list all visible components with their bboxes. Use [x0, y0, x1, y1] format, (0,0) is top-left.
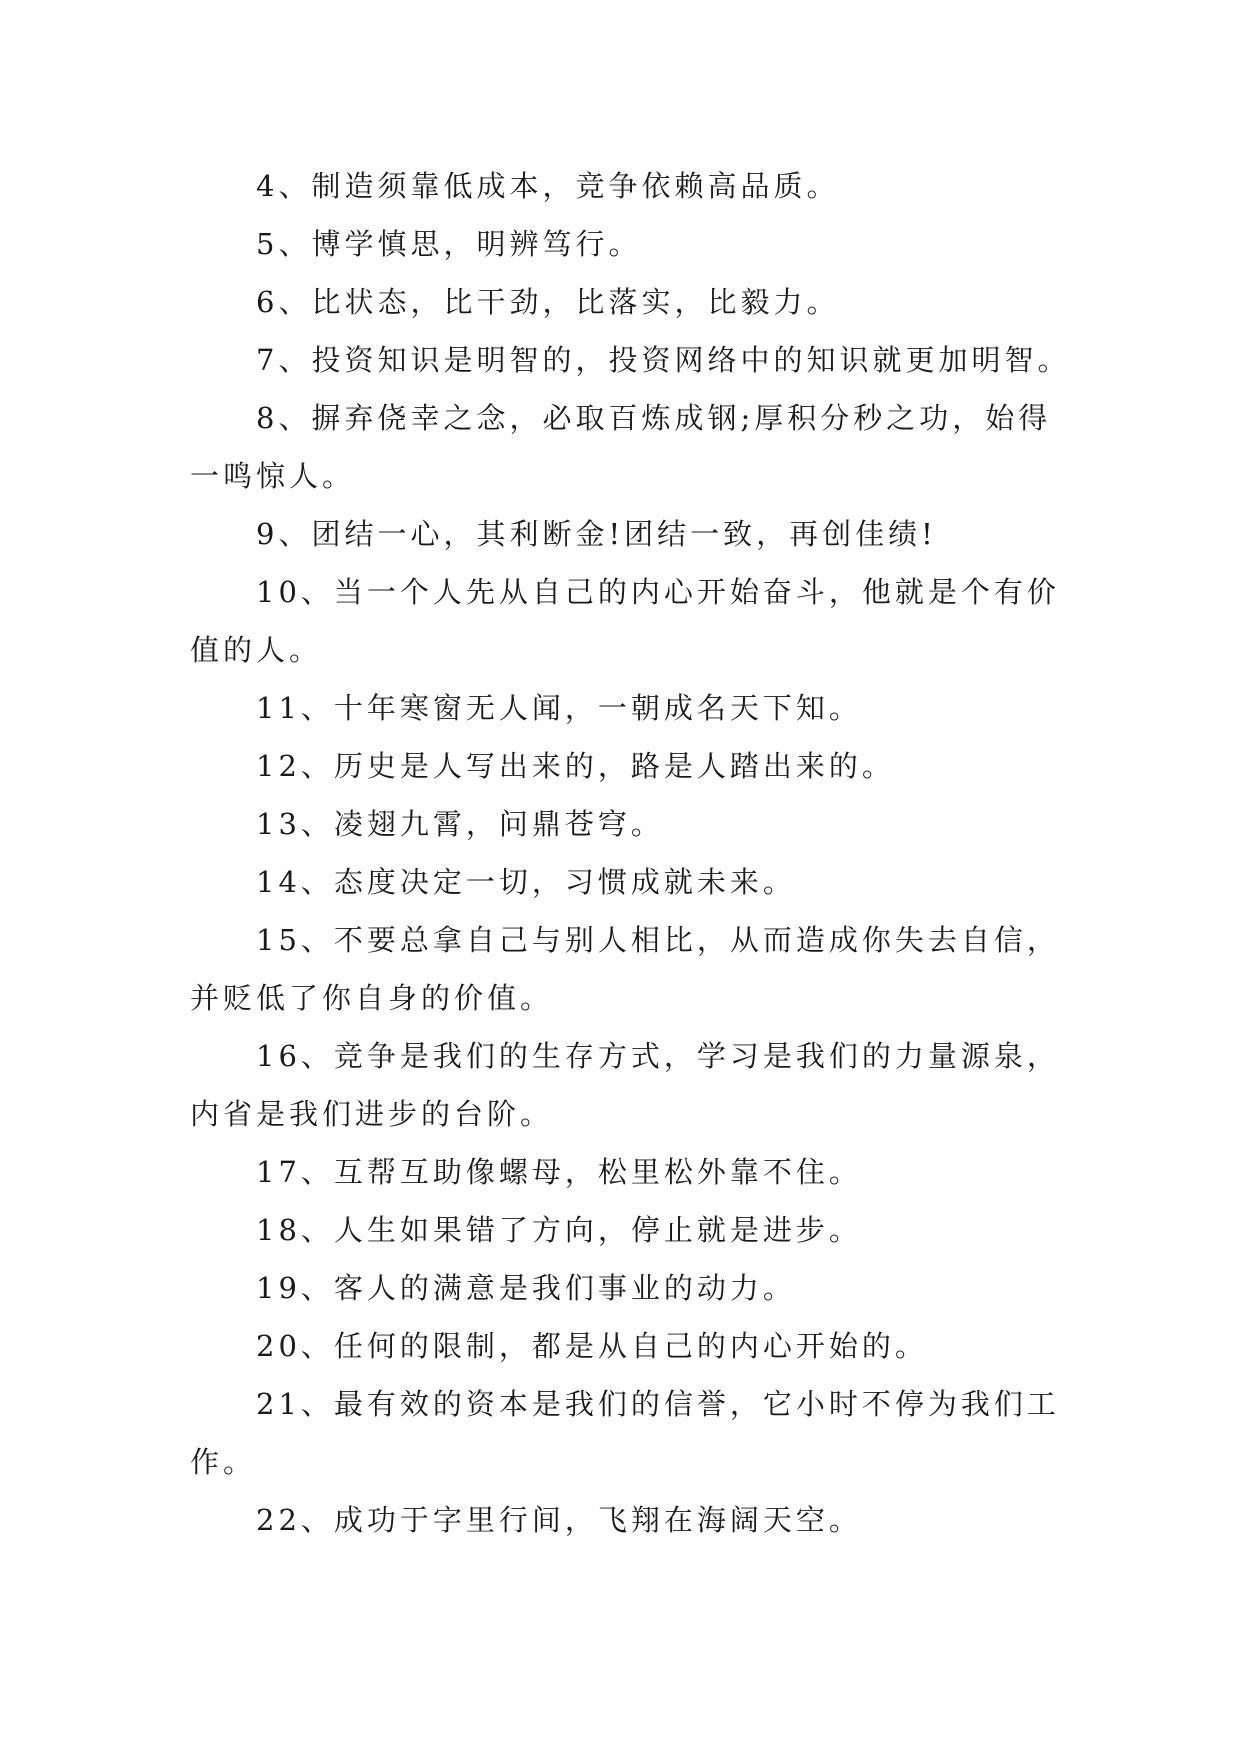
paragraph-item-20: 20、任何的限制，都是从自己的内心开始的。 — [256, 1329, 928, 1363]
paragraph-item-22: 22、成功于字里行间，飞翔在海阔天空。 — [256, 1503, 862, 1537]
paragraph-item-9: 9、团结一心，其利断金!团结一致，再创佳绩! — [256, 517, 937, 551]
paragraph-item-17: 17、互帮互助像螺母，松里松外靠不住。 — [256, 1155, 862, 1189]
paragraph-item-13: 13、凌翅九霄，问鼎苍穹。 — [256, 807, 664, 841]
paragraph-item-7: 7、投资知识是明智的，投资网络中的知识就更加明智。 — [256, 343, 1071, 377]
paragraph-item-10: 10、当一个人先从自己的内心开始奋斗，他就是个有价值的人。 — [190, 575, 1060, 667]
paragraph-item-16: 16、竞争是我们的生存方式，学习是我们的力量源泉，内省是我们进步的台阶。 — [190, 1039, 1060, 1131]
paragraph-item-18: 18、人生如果错了方向，停止就是进步。 — [256, 1213, 862, 1247]
paragraph-item-8: 8、摒弃侥幸之念，必取百炼成钢;厚积分秒之功，始得一鸣惊人。 — [190, 401, 1052, 493]
paragraph-item-11: 11、十年寒窗无人闻，一朝成名天下知。 — [256, 691, 862, 725]
paragraph-item-12: 12、历史是人写出来的，路是人踏出来的。 — [256, 749, 895, 783]
paragraph-item-19: 19、客人的满意是我们事业的动力。 — [256, 1271, 796, 1305]
paragraph-item-5: 5、博学慎思，明辨笃行。 — [256, 227, 642, 261]
paragraph-item-6: 6、比状态，比干劲，比落实，比毅力。 — [256, 285, 840, 319]
paragraph-item-21: 21、最有效的资本是我们的信誉，它小时不停为我们工作。 — [190, 1387, 1060, 1479]
paragraph-item-15: 15、不要总拿自己与别人相比，从而造成你失去自信，并贬低了你自身的价值。 — [190, 923, 1060, 1015]
paragraph-item-4: 4、制造须靠低成本，竞争依赖高品质。 — [256, 169, 840, 203]
paragraph-item-14: 14、态度决定一切，习惯成就未来。 — [256, 865, 796, 899]
